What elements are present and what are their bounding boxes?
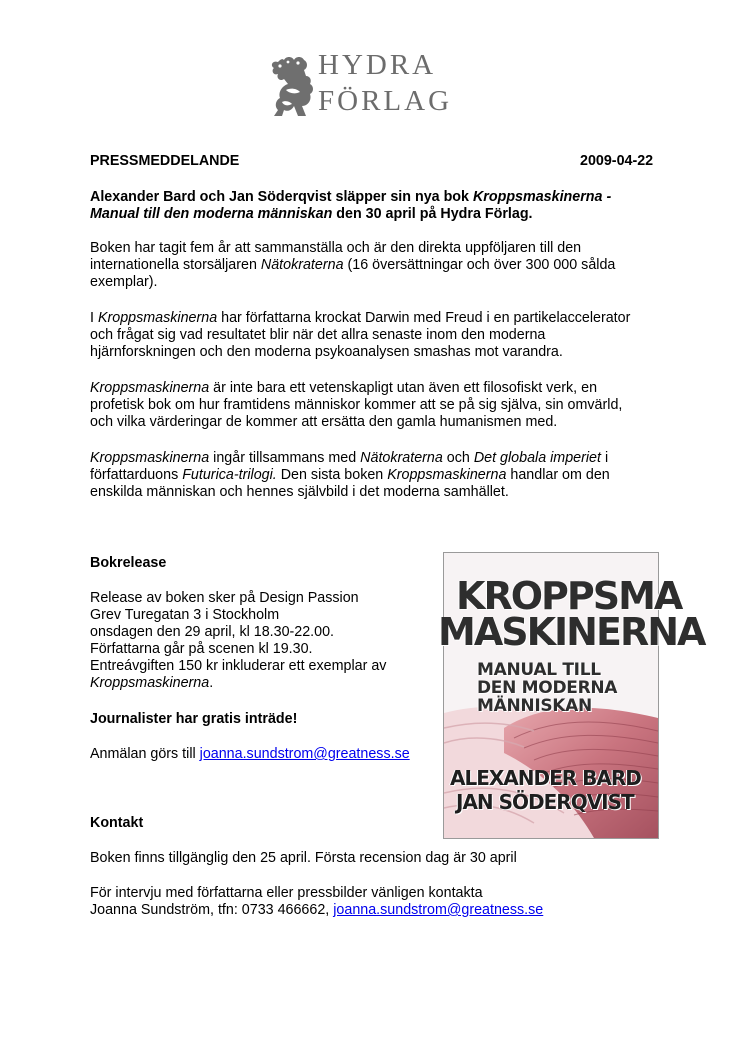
book-title: Nätokraterna [360,450,443,466]
cover-author2: JAN SÖDERQVIST [456,790,634,814]
book-title: Kroppsmaskinerna [90,675,210,691]
headline [90,189,690,223]
paragraph-line: och vilka värderingar de kommer att ersätta den gamla humanismen med. [90,414,558,430]
paragraph-line: enskilda människan och hennes självbild i det moderna samhället. [90,484,509,500]
logo-line-forlag: FÖRLAG [318,85,453,117]
contact-details [90,885,690,919]
release-line: onsdagen den 29 april, kl 18.30-22.00. [90,624,335,640]
release-line: Grev Turegatan 3 i Stockholm [90,607,280,623]
paragraph-text: i [600,450,609,466]
release-details [90,590,430,692]
paragraph-philosophy [90,380,690,431]
publisher-logo [262,48,484,124]
paragraph-text: internationella storsäljaren [90,257,261,273]
paragraph-text: I [90,310,98,326]
cover-subtitle-line2: DEN MODERNA [477,678,618,698]
headline-book-title-line2: Manual till den moderna människan [90,206,333,222]
cover-subtitle-line1: MANUAL TILL [477,660,601,680]
release-line-suffix: . [209,675,214,691]
release-line: Release av boken sker på Design Passion [90,590,359,606]
contact-heading: Kontakt [90,815,144,831]
paragraph-line: profetisk bok om hur framtidens människor kommer att se på sig själva, sin omvärld, [90,397,623,413]
interview-line: För intervju med författarna eller pressbilder vänligen kontakta [90,885,483,901]
cover-subtitle-line3: MÄNNISKAN [477,696,592,716]
headline-part1: Alexander Bard och Jan Söderqvist släpper sin nya bok [90,189,473,205]
book-title: Det globala imperiet [473,450,601,466]
press-release-label: PRESSMEDDELANDE [90,153,240,169]
paragraph-text: har författarna krockat Darwin med Freud i en partikelaccelerator [217,310,631,326]
paragraph-text: författarduons [90,467,183,483]
release-line: Författarna går på scenen kl 19.30. [90,641,313,657]
book-title: Kroppsmaskinerna [387,467,507,483]
paragraph-text: ingår tillsammans med [209,450,361,466]
book-title: Kroppsmaskinerna [97,310,218,326]
headline-part2: den 30 april på Hydra Förlag. [332,206,533,222]
paragraph-line: hjärnforskningen och den moderna psykoanalysen smashas mot varandra. [90,344,563,360]
book-title: Kroppsmaskinerna [90,450,210,466]
book-cover [438,552,705,839]
availability-text: Boken finns tillgänglig den 25 april. Första recension dag är 30 april [90,850,517,866]
paragraph-line: exemplar). [90,274,158,290]
release-heading: Bokrelease [90,555,167,571]
paragraph-text: Den sista boken [276,467,388,483]
cover-title-line2: MASKINERNA [438,610,705,654]
paragraph-darwin-freud [90,310,690,361]
paragraph-text: (16 översättningar och över 300 000 sålda [343,257,616,273]
book-title-natokraterna: Nätokraterna [260,257,344,273]
cover-author1: ALEXANDER BARD [450,766,641,790]
cover-title-line1: KROPPSMA [456,574,682,618]
signup-email-link[interactable]: joanna.sundstrom@greatness.se [199,746,410,762]
contact-person: Joanna Sundström, tfn: 0733 466662, [90,902,334,918]
logo-line-hydra: HYDRA [318,49,437,81]
headline-book-title-line1: Kroppsmaskinerna - [472,189,612,205]
book-title: Kroppsmaskinerna [90,380,210,396]
release-date: 2009-04-22 [580,153,654,169]
signup-line [90,746,410,763]
paragraph-line: Boken har tagit fem år att sammanställa och är den direkta uppföljaren till den [90,240,582,256]
hydra-icon [268,50,320,120]
trilogy-title: Futurica-trilogi. [182,467,277,483]
release-line: Entreávgiften 150 kr inkluderar ett exemplar av [90,658,387,674]
contact-email-link[interactable]: joanna.sundstrom@greatness.se [333,902,544,918]
signup-label: Anmälan görs till [90,746,200,762]
paragraph-trilogy [90,450,690,501]
paragraph-text: och [442,450,474,466]
paragraph-text: handlar om den [506,467,610,483]
journalists-free-entry: Journalister har gratis inträde! [90,711,298,727]
paragraph-text: är inte bara ett vetenskapligt utan även ett filosofiskt verk, en [209,380,598,396]
paragraph-line: och frågat sig vad resultatet blir när det allra senaste inom den moderna [90,327,546,343]
paragraph-intro [90,240,690,291]
